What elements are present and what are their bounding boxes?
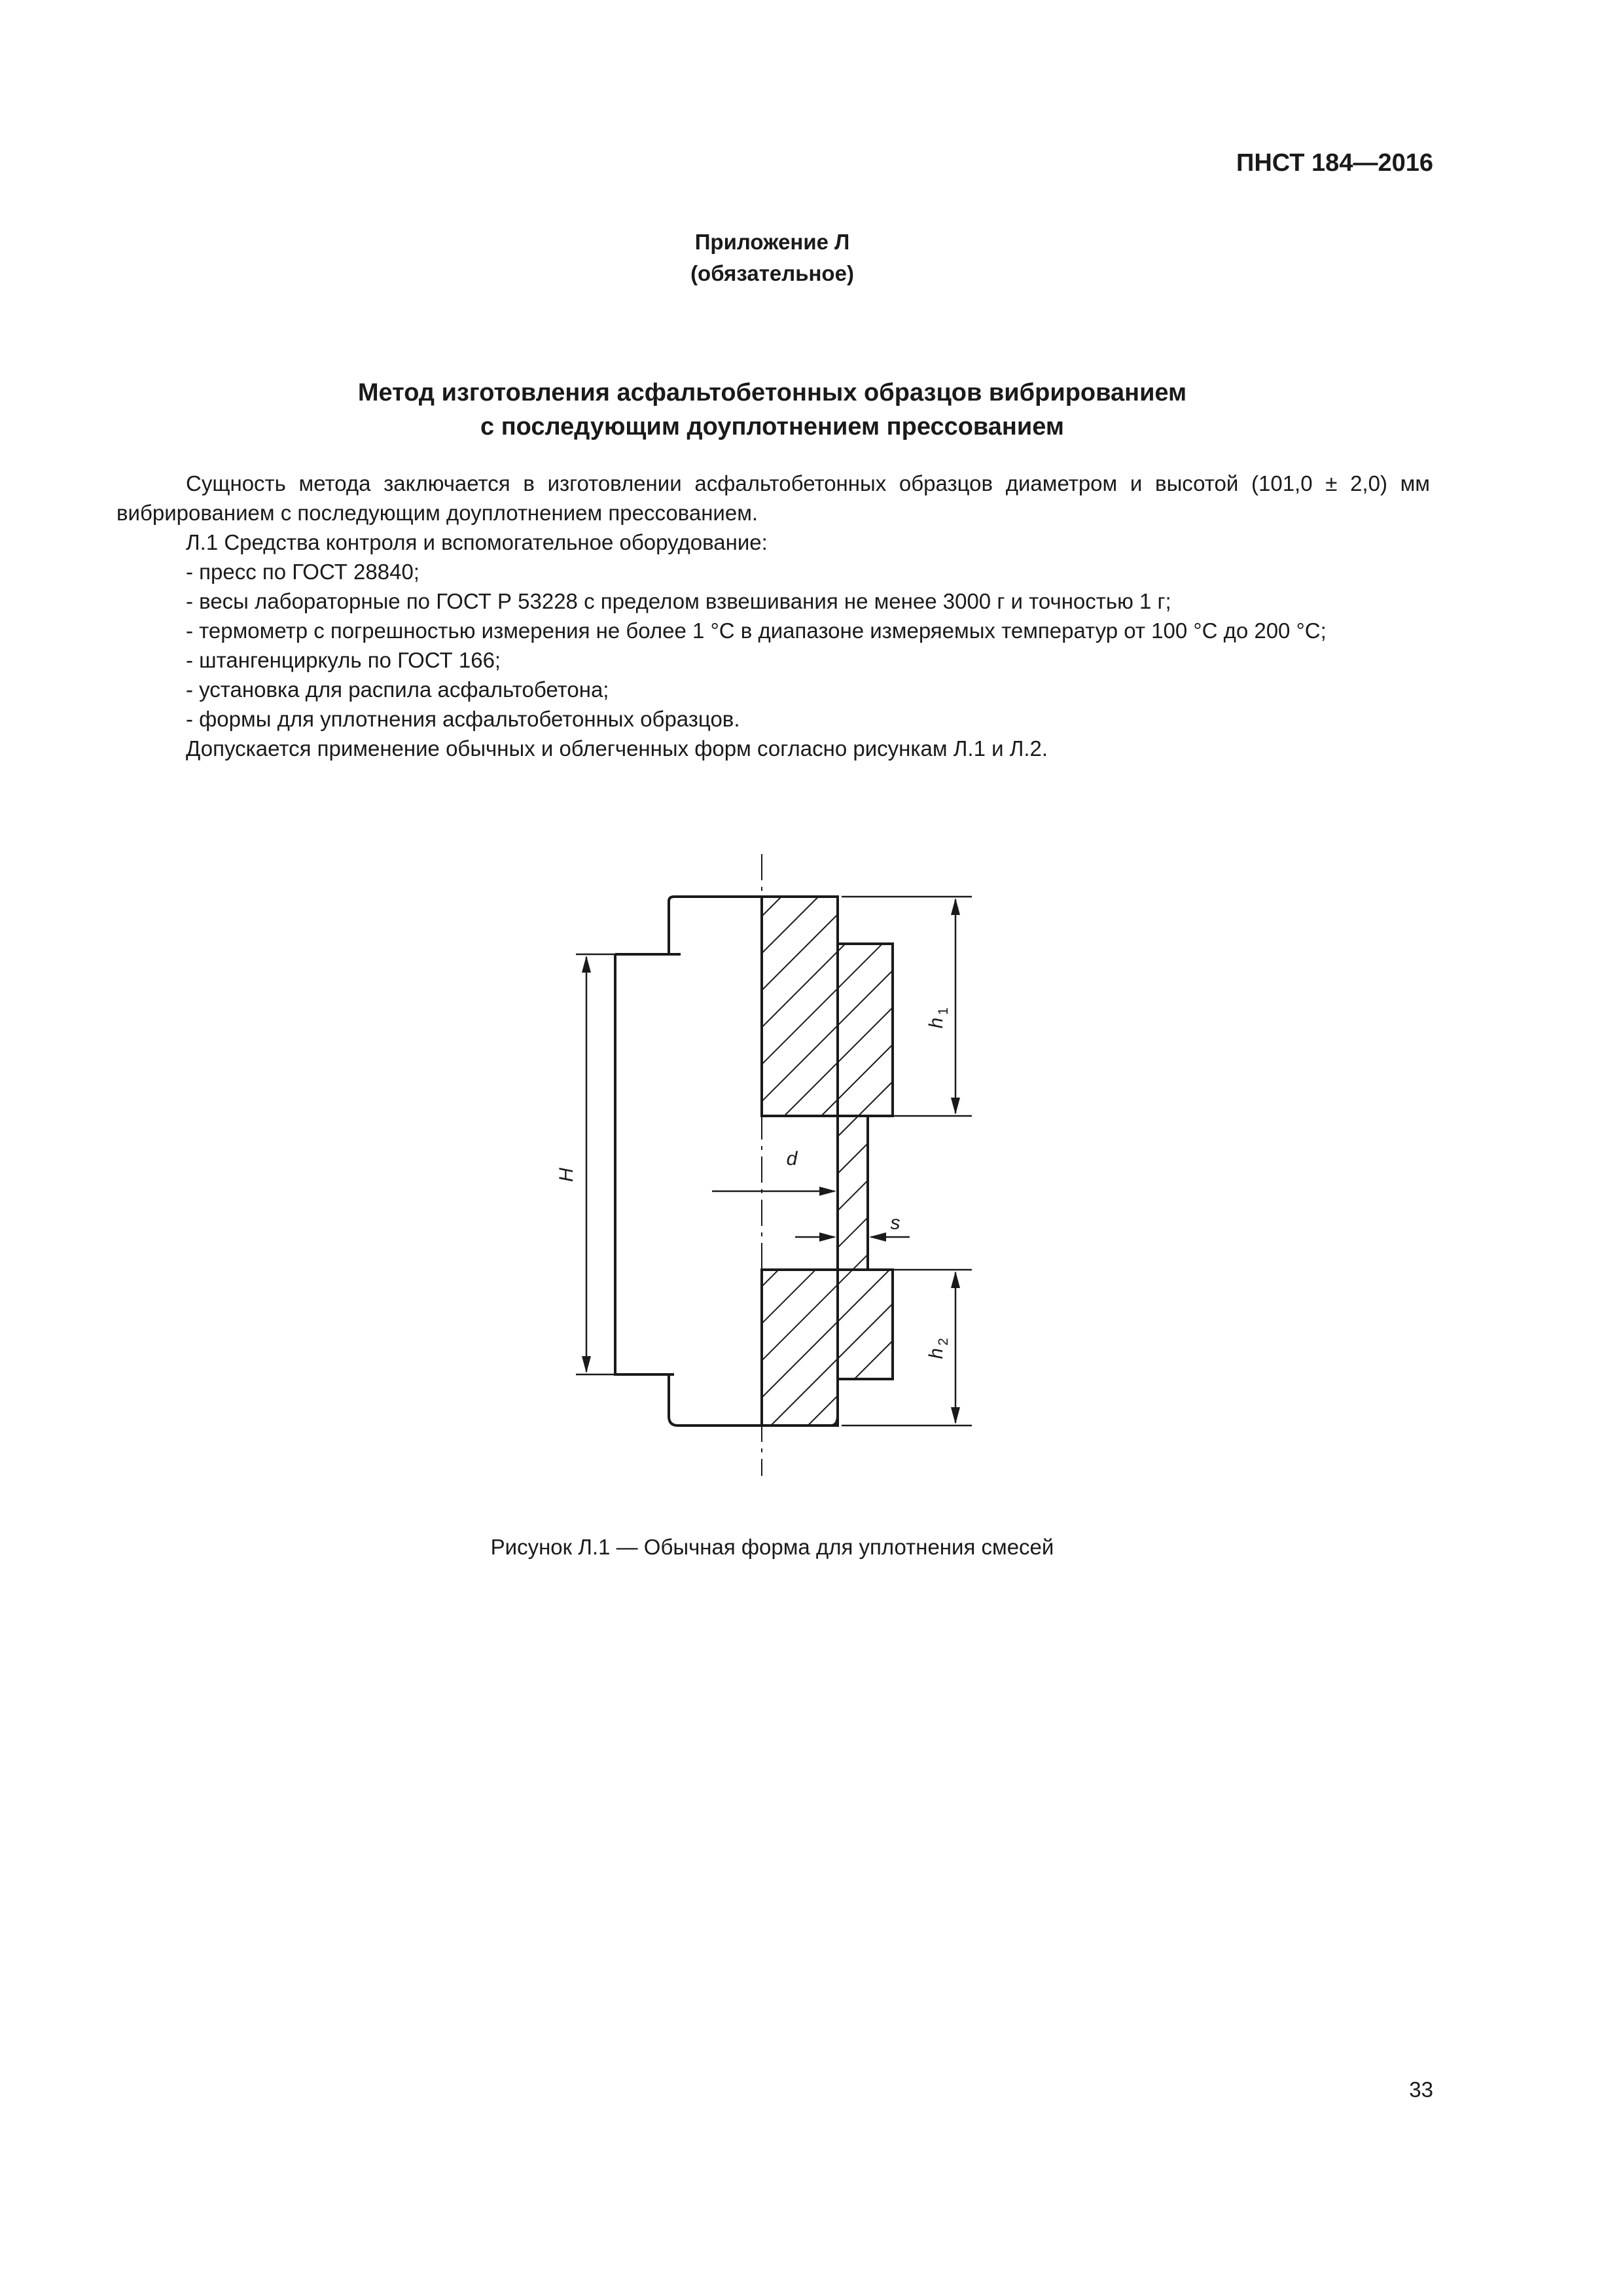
equipment-item: - весы лабораторные по ГОСТ Р 53228 с пределом взвешивания не менее 3000 г и точностью 1 г; — [186, 589, 1171, 613]
equipment-item: - штангенциркуль по ГОСТ 166; — [186, 648, 501, 672]
top-plunger — [762, 897, 838, 1116]
label-s: s — [890, 1212, 901, 1234]
figure-caption: Рисунок Л.1 — Обычная форма для уплотнения смесей — [490, 1535, 1054, 1559]
allowance-paragraph: Допускается применение обычных и облегченных форм согласно рисункам Л.1 и Л.2. — [186, 736, 1048, 761]
mold-wall-middle — [838, 1116, 868, 1270]
clause-l1: Л.1 Средства контроля и вспомогательное оборудование: — [186, 530, 768, 554]
equipment-item: - пресс по ГОСТ 28840; — [186, 560, 419, 584]
mold-wall-lower — [838, 1270, 893, 1379]
section-title — [0, 376, 1544, 444]
figure-mold-drawing — [537, 844, 1008, 1486]
label-h1: h — [925, 1017, 947, 1029]
mold-wall-upper — [838, 944, 893, 1116]
body-text — [116, 469, 1430, 763]
section-title-line-1: Метод изготовления асфальтобетонных образцов вибрированием — [357, 379, 1187, 406]
bottom-plunger — [762, 1270, 838, 1426]
equipment-item: - установка для распила асфальтобетона; — [186, 677, 609, 702]
equipment-item: - термометр с погрешностью измерения не более 1 °С в диапазоне измеряемых температур от 100 °С до 200 °С; — [186, 619, 1327, 643]
equipment-item: - формы для уплотнения асфальтобетонных образцов. — [186, 707, 740, 731]
sample-outline — [615, 954, 681, 1374]
label-H: H — [556, 1168, 577, 1182]
appendix-status: (обязательное) — [690, 261, 854, 285]
document-code: ПНСТ 184—2016 — [1236, 149, 1433, 177]
intro-paragraph: Сущность метода заключается в изготовлении асфальтобетонных образцов диаметром и высотой (101,0 ± 2,0) мм вибрированием с последующим доуплотнением прессованием. — [116, 471, 1430, 525]
page-number: 33 — [1409, 2077, 1433, 2102]
label-h2: h — [925, 1348, 947, 1359]
appendix-heading — [0, 226, 1544, 289]
section-title-line-2: с последующим доуплотнением прессованием — [480, 413, 1064, 440]
label-h2-subscript: 2 — [936, 1338, 951, 1346]
label-d: d — [786, 1148, 798, 1170]
label-h1-subscript: 1 — [936, 1007, 951, 1015]
mold-drawing — [537, 844, 1008, 1486]
appendix-title: Приложение Л — [694, 230, 850, 254]
